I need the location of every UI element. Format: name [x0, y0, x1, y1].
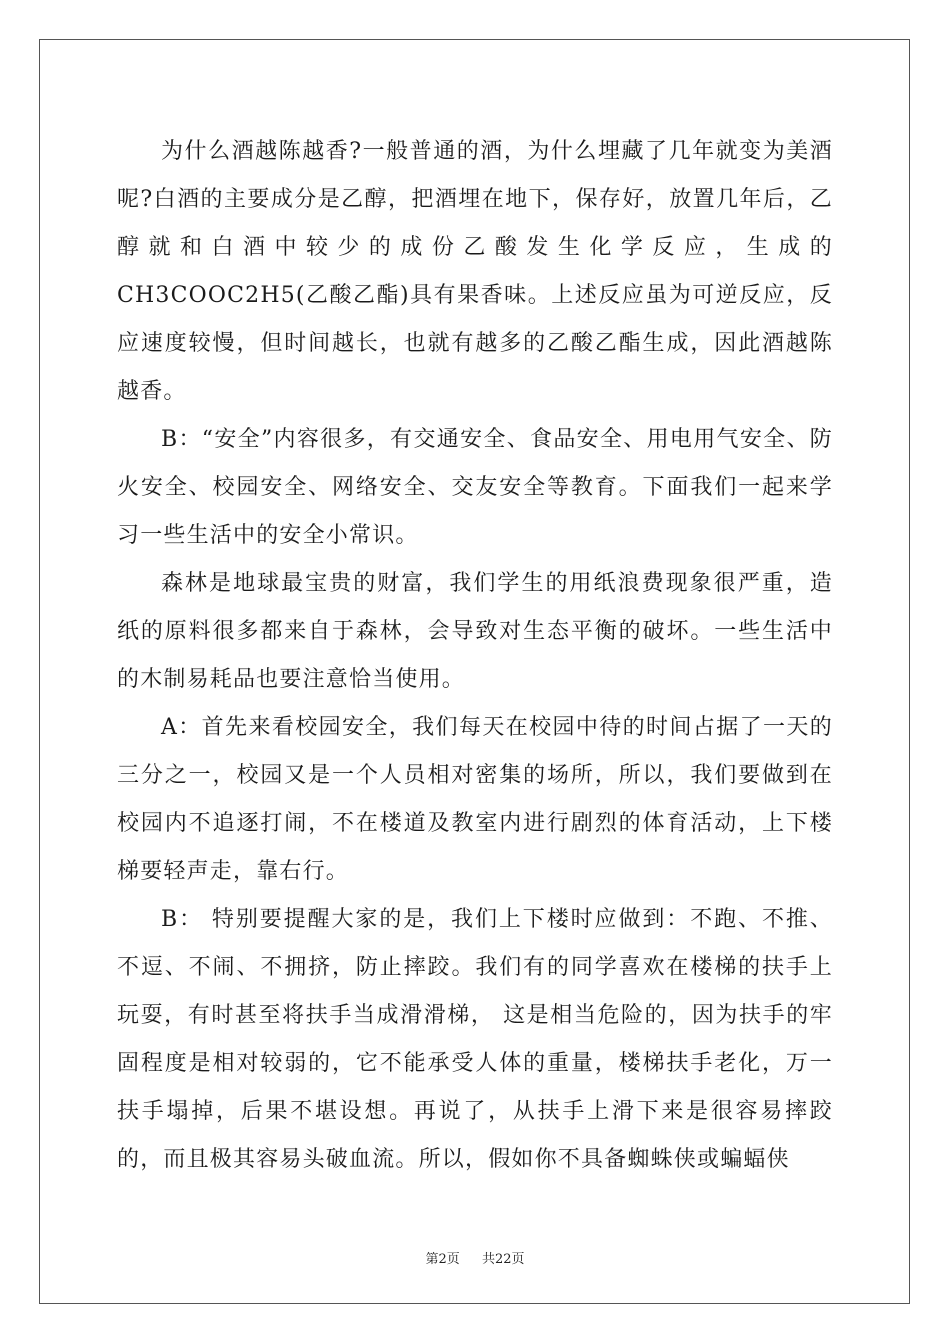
document-body: [117, 128, 833, 1184]
paragraph: B： 特别要提醒大家的是，我们上下楼时应做到：不跑、不推、不逗、不闹、不拥挤，防止摔跤。我们有的同学喜欢在楼梯的扶手上玩耍，有时甚至将扶手当成滑滑梯， 这是相当危险的，因为扶手的牢固程度是相对较弱的，它不能承受人体的重量，楼梯扶手老化，万一扶手塌掉，后果不堪设想。再说了，从扶手上滑下来是很容易摔跤的，而且极其容易头破血流。所以，假如你不具备蜘蛛侠或蝙蝠侠: [117, 907, 833, 1172]
page-footer: [0, 1248, 950, 1267]
paragraph: B：“安全”内容很多，有交通安全、食品安全、用电用气安全、防火安全、校园安全、网络安全、交友安全等教育。下面我们一起来学习一些生活中的安全小常识。: [117, 427, 833, 548]
page-number: 第2页: [425, 1252, 460, 1267]
total-pages: 共22页: [481, 1252, 525, 1267]
paragraph: A：首先来看校园安全，我们每天在校园中待的时间占据了一天的三分之一，校园又是一个人员相对密集的场所，所以，我们要做到在校园内不追逐打闹，不在楼道及教室内进行剧烈的体育活动，上下楼梯要轻声走，靠右行。: [117, 715, 833, 884]
paragraph: 森林是地球最宝贵的财富，我们学生的用纸浪费现象很严重，造纸的原料很多都来自于森林，会导致对生态平衡的破坏。一些生活中的木制易耗品也要注意恰当使用。: [117, 571, 833, 692]
paragraph: 为什么酒越陈越香?一般普通的酒，为什么埋藏了几年就变为美酒呢?白酒的主要成分是乙醇，把酒埋在地下，保存好，放置几年后，乙醇就和白酒中较少的成份乙酸发生化学反应，生成的CH3COOC2H5(乙酸乙酯)具有果香味。上述反应虽为可逆反应，反应速度较慢，但时间越长，也就有越多的乙酸乙酯生成，因此酒越陈越香。: [117, 139, 833, 404]
